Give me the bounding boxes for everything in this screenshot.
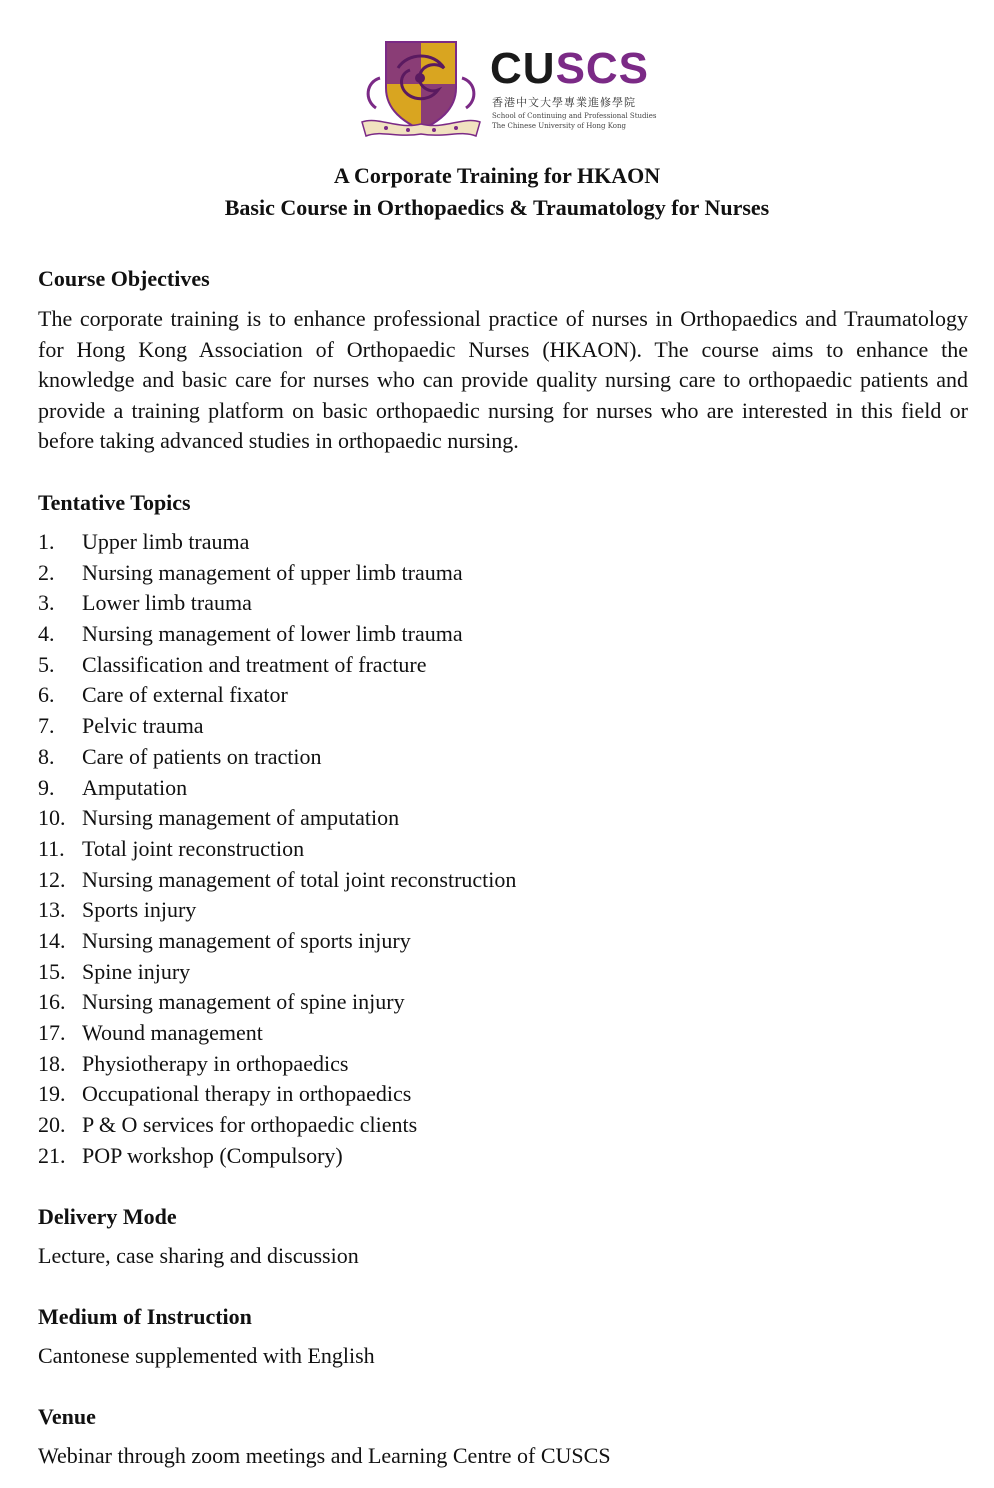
topic-item — [38, 1141, 516, 1172]
topic-number: 13. — [38, 897, 66, 923]
topic-item — [38, 558, 516, 589]
topic-text: Upper limb trauma — [82, 529, 250, 554]
topic-number: 20. — [38, 1112, 66, 1138]
topic-number: 7. — [38, 713, 55, 739]
topic-item — [38, 711, 516, 742]
topic-item — [38, 1079, 516, 1110]
delivery-text: Lecture, case sharing and discussion — [38, 1243, 359, 1268]
topic-text: POP workshop (Compulsory) — [82, 1142, 343, 1168]
topic-number: 10. — [38, 805, 66, 831]
logo-english-line1: School of Continuing and Professional Studies — [492, 112, 657, 120]
topic-item — [38, 834, 516, 865]
topic-item — [38, 1018, 516, 1049]
cuscs-wordmark — [490, 44, 660, 140]
topic-text: Nursing management of sports injury — [82, 927, 411, 953]
topic-text: Nursing management of upper limb trauma — [82, 559, 463, 585]
topic-item — [38, 926, 516, 957]
topic-number: 14. — [38, 927, 66, 953]
topic-item — [38, 987, 516, 1018]
topic-number: 1. — [38, 529, 55, 554]
topic-text: Amputation — [82, 774, 188, 800]
logo-wordmark: CUSCS — [490, 44, 650, 93]
topic-item — [38, 588, 516, 619]
topic-number: 11. — [38, 835, 65, 861]
cuscs-logo — [358, 38, 658, 144]
topic-item — [38, 1049, 516, 1080]
topic-number: 17. — [38, 1020, 66, 1045]
topic-text: Pelvic trauma — [82, 713, 204, 739]
topic-number: 18. — [38, 1050, 66, 1076]
topics-list — [38, 527, 516, 1171]
document-title-line1: A Corporate Training for HKAON — [333, 163, 661, 188]
topic-text: Total joint reconstruction — [82, 835, 305, 861]
topic-text: Care of external fixator — [82, 682, 288, 708]
topic-number: 2. — [38, 559, 55, 585]
topic-text: Nursing management of total joint reconstruction — [82, 866, 517, 892]
cuhk-crest-icon — [358, 38, 484, 140]
topic-text: Occupational therapy in orthopaedics — [82, 1081, 412, 1107]
topic-number: 6. — [38, 682, 55, 708]
topic-item — [38, 1110, 516, 1141]
topic-item — [38, 680, 516, 711]
topic-item — [38, 865, 516, 896]
topic-text: Care of patients on traction — [82, 743, 322, 769]
topic-item — [38, 803, 516, 834]
topic-text: Sports injury — [82, 897, 197, 923]
topic-item — [38, 957, 516, 988]
topic-number: 12. — [38, 866, 66, 892]
medium-text: Cantonese supplemented with English — [38, 1343, 375, 1368]
document-title-line2: Basic Course in Orthopaedics & Traumatology for Nurses — [224, 195, 770, 220]
objectives-paragraph: The corporate training is to enhance professional practice of nurses in Orthopaedics and Traumatology for Hong Kong Association of Orthopaedic Nurses (HKAON). The course aims to enhance the knowledge and basic care for nurses who can provide quality nursing care to orthopaedic patients and provide a training platform on basic orthopaedic nursing for nurses who are interested in this field or before taking advanced studies in orthopaedic nursing. — [38, 306, 968, 454]
logo-english-line2: The Chinese University of Hong Kong — [492, 122, 626, 130]
topic-number: 5. — [38, 651, 55, 677]
topic-text: Physiotherapy in orthopaedics — [82, 1050, 349, 1076]
topic-number: 16. — [38, 989, 66, 1015]
objectives-heading: Course Objectives — [38, 266, 210, 291]
topic-number: 8. — [38, 743, 55, 769]
topic-number: 15. — [38, 958, 66, 984]
topic-text: Wound management — [82, 1020, 263, 1045]
medium-heading: Medium of Instruction — [38, 1304, 252, 1329]
logo-chinese-name: 香港中文大學專業進修學院 — [492, 96, 636, 109]
topic-text: P & O services for orthopaedic clients — [82, 1112, 418, 1138]
venue-heading: Venue — [38, 1404, 96, 1429]
topic-item — [38, 619, 516, 650]
topic-number: 21. — [38, 1142, 66, 1168]
topic-item — [38, 895, 516, 926]
topic-text: Lower limb trauma — [82, 590, 252, 616]
topic-text: Nursing management of amputation — [82, 805, 400, 831]
topic-item — [38, 773, 516, 804]
topic-item — [38, 650, 516, 681]
topic-text: Classification and treatment of fracture — [82, 651, 427, 677]
topic-item — [38, 742, 516, 773]
topic-number: 19. — [38, 1081, 66, 1107]
topic-text: Spine injury — [82, 958, 191, 984]
topic-text: Nursing management of lower limb trauma — [82, 621, 463, 647]
delivery-heading: Delivery Mode — [38, 1204, 177, 1229]
topics-heading: Tentative Topics — [38, 490, 191, 515]
topic-item — [38, 527, 516, 558]
topic-number: 4. — [38, 621, 55, 647]
topic-number: 3. — [38, 590, 55, 616]
topic-number: 9. — [38, 774, 55, 800]
venue-text: Webinar through zoom meetings and Learning Centre of CUSCS — [38, 1443, 611, 1468]
topic-text: Nursing management of spine injury — [82, 989, 405, 1015]
